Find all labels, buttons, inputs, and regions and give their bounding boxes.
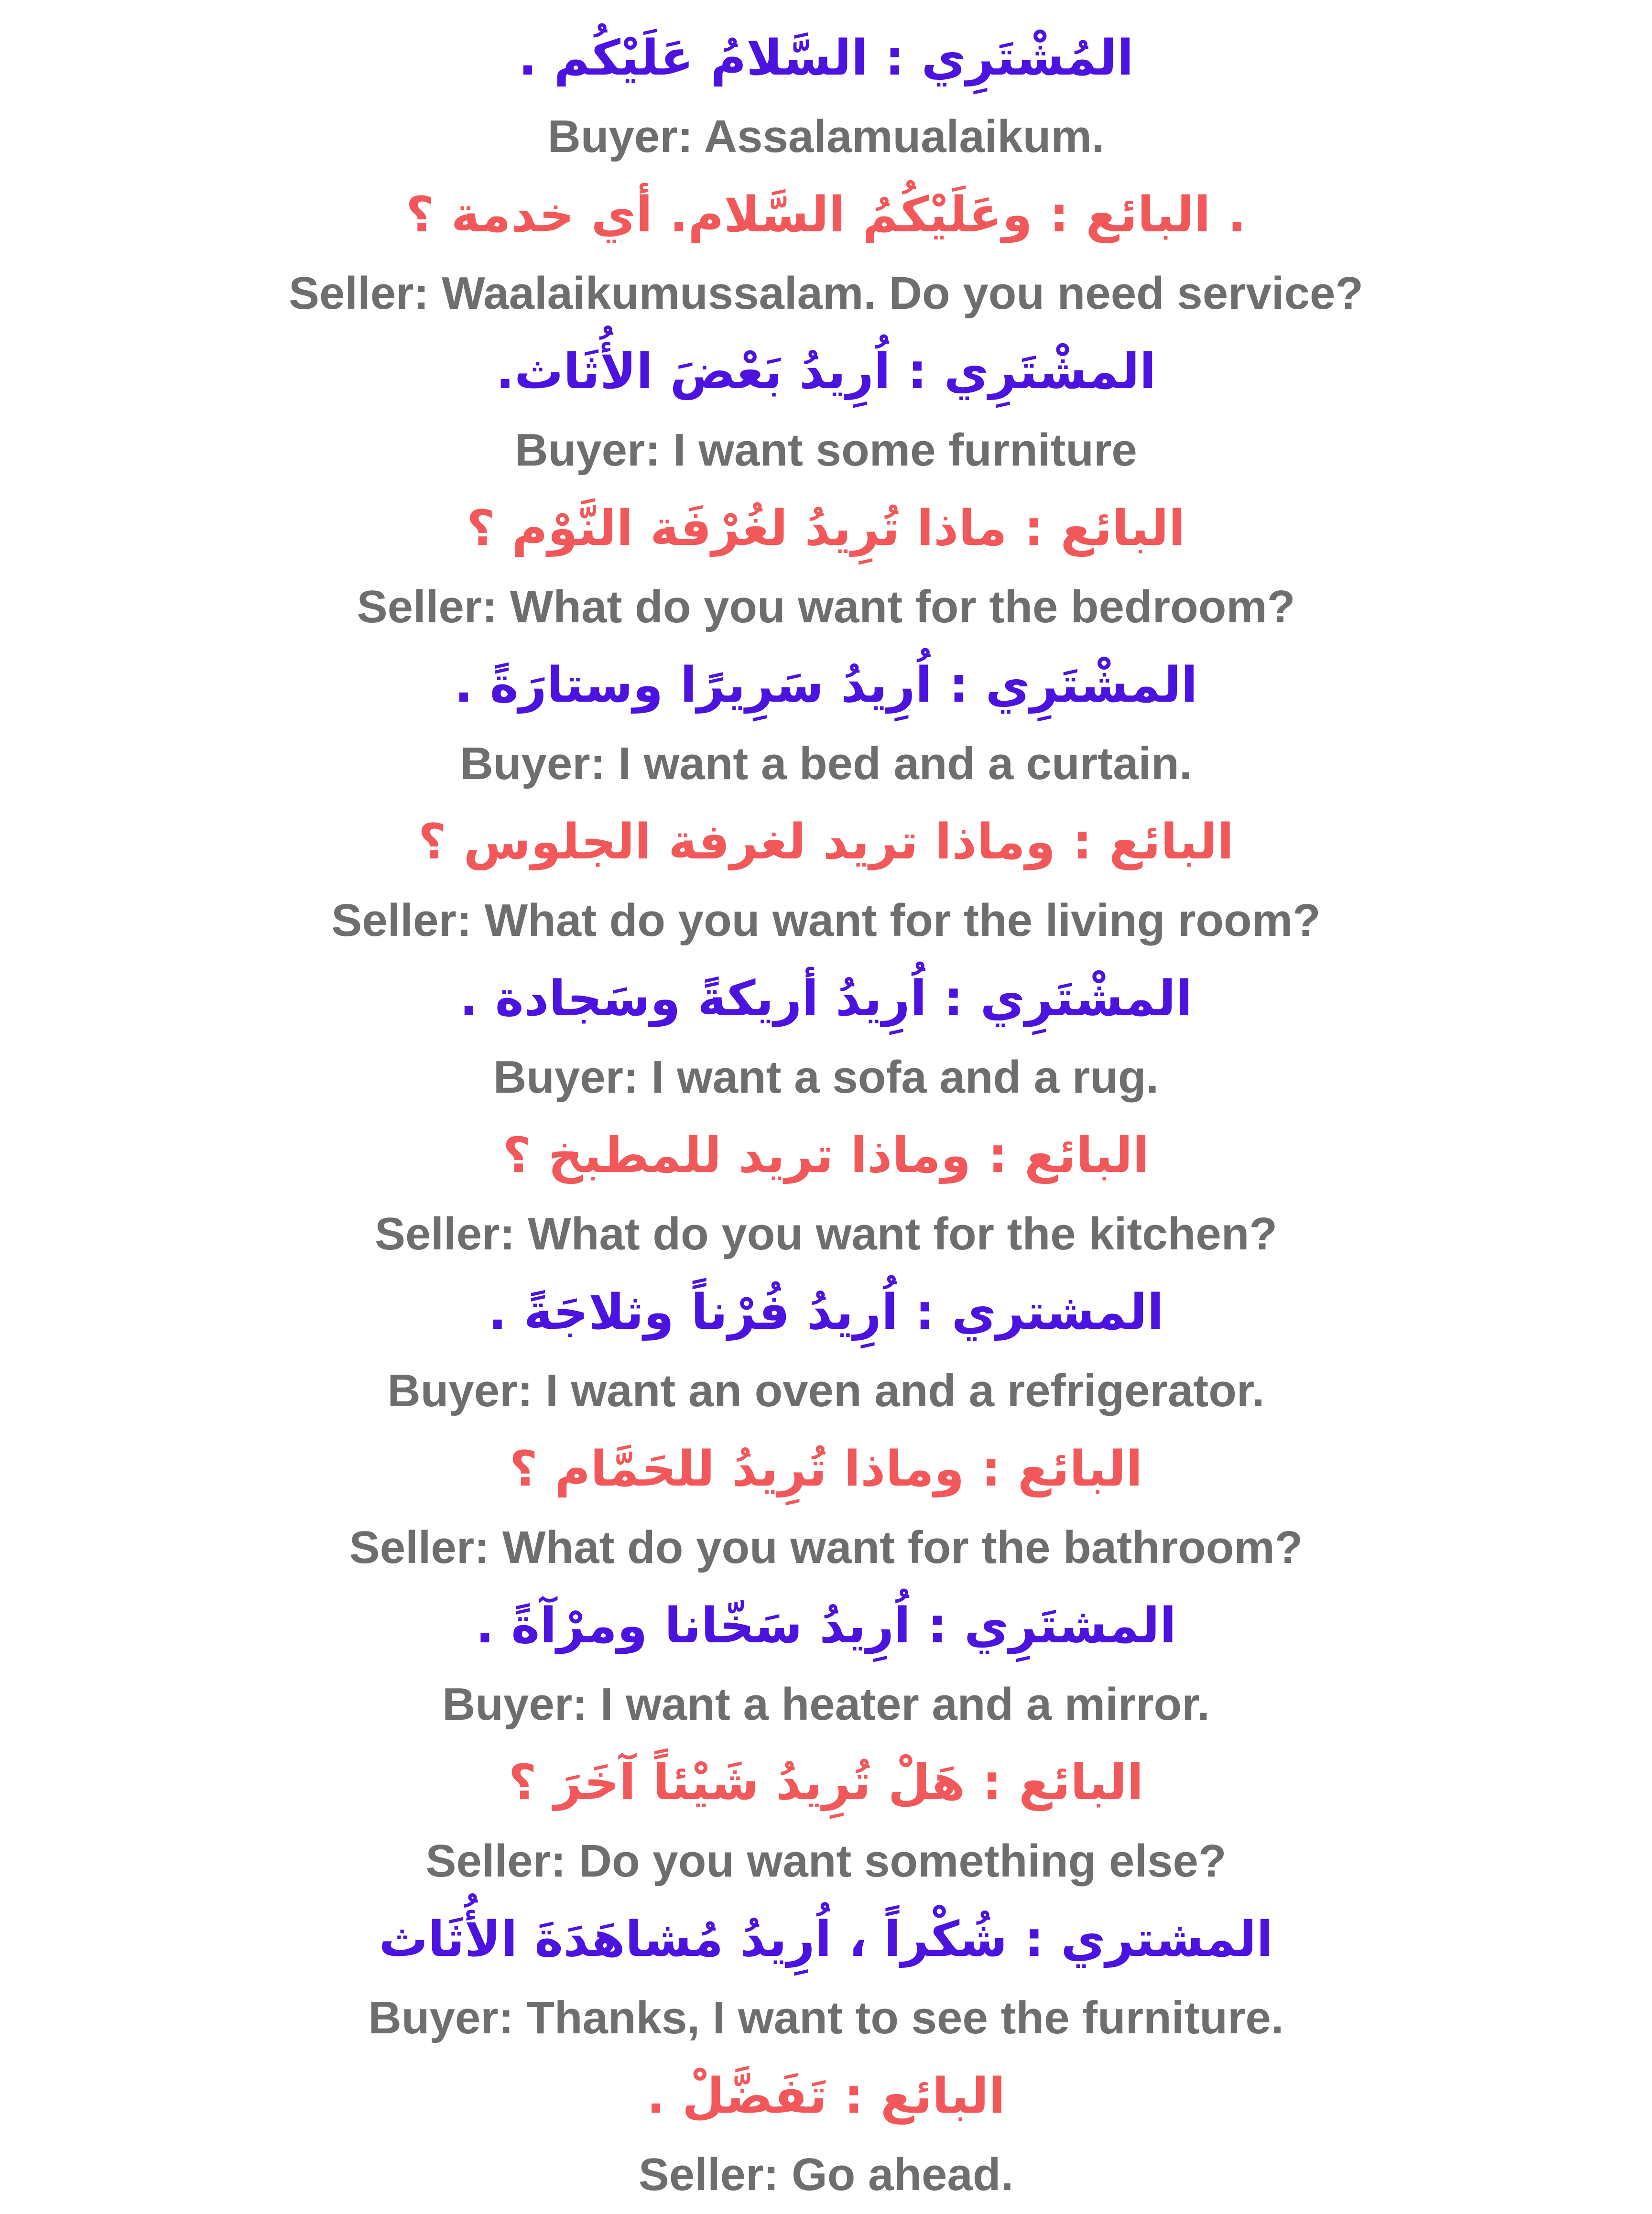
dialogue-line-7: [0, 960, 1652, 1117]
seller-arabic-line: . البائع : وعَلَيْكُمُ السَّلام. أي خدمة ؟: [405, 186, 1246, 243]
seller-english-line: Seller: What do you want for the bedroom?: [357, 581, 1295, 632]
seller-english-line: Seller: Waalaikumussalam. Do you need service?: [288, 268, 1364, 319]
buyer-arabic-line: المشْتَرِي : اُرِيدُ سَرِيرًا وستارَةً .: [454, 657, 1198, 714]
seller-english-line: Seller: Go ahead.: [638, 2149, 1014, 2200]
buyer-english-line: Buyer: I want a bed and a curtain.: [460, 738, 1192, 789]
buyer-arabic-line: المُشْتَرِي : السَّلامُ عَلَيْكُم .: [518, 30, 1134, 87]
buyer-english-line: Buyer: I want some furniture: [515, 424, 1137, 476]
buyer-english-line: Buyer: Assalamualaikum.: [547, 111, 1105, 162]
dialogue-line-11: [0, 1587, 1652, 1744]
dialogue-line-5: [0, 646, 1652, 803]
dialogue-line-9: [0, 1273, 1652, 1430]
buyer-english-line: Buyer: I want an oven and a refrigerator.: [387, 1365, 1265, 1416]
dialogue-line-8: [0, 1117, 1652, 1273]
seller-arabic-line: البائع : وماذا تُرِيدُ للحَمَّام ؟: [509, 1441, 1143, 1498]
dialogue-line-6: [0, 803, 1652, 960]
dialogue-line-2: [0, 176, 1652, 333]
dialogue-line-3: [0, 333, 1652, 489]
buyer-arabic-line: المشتري : اُرِيدُ فُرْناً وثلاجَةً .: [488, 1284, 1164, 1341]
buyer-arabic-line: المشْتَرِي : اُرِيدُ بَعْضَ الأُثَاث.: [496, 343, 1156, 400]
seller-arabic-line: البائع : هَلْ تُرِيدُ شَيْئاً آخَرَ ؟: [508, 1754, 1144, 1811]
seller-arabic-line: البائع : وماذا تريد للمطبخ ؟: [502, 1127, 1150, 1184]
dialogue-line-13: [0, 1900, 1652, 2057]
dialogue-line-14: [0, 2057, 1652, 2214]
buyer-english-line: Buyer: I want a sofa and a rug.: [493, 1052, 1159, 1103]
buyer-arabic-line: المشتَرِي : اُرِيدُ سَخّانا ومرْآةً .: [476, 1597, 1176, 1654]
dialogue-line-4: [0, 489, 1652, 646]
seller-arabic-line: البائع : وماذا تريد لغرفة الجلوس ؟: [418, 814, 1234, 870]
buyer-english-line: Buyer: Thanks, I want to see the furniture.: [368, 1992, 1284, 2043]
seller-english-line: Seller: What do you want for the living room?: [331, 895, 1321, 946]
buyer-arabic-line: المشتري : شُكْراً ، اُرِيدُ مُشاهَدَةَ الأُثَاث: [379, 1911, 1273, 1968]
seller-english-line: Seller: What do you want for the kitchen?: [374, 1208, 1278, 1259]
buyer-english-line: Buyer: I want a heater and a mirror.: [442, 1679, 1210, 1730]
seller-english-line: Seller: Do you want something else?: [425, 1835, 1227, 1887]
dialogue-line-12: [0, 1744, 1652, 1900]
seller-english-line: Seller: What do you want for the bathroom?: [349, 1522, 1303, 1573]
dialogue-line-1: [0, 19, 1652, 176]
dialogue-line-10: [0, 1430, 1652, 1587]
buyer-arabic-line: المشْتَرِي : اُرِيدُ أريكةً وسَجادة .: [459, 970, 1193, 1027]
seller-arabic-line: البائع : تَفَضَّلْ .: [646, 2068, 1006, 2125]
seller-arabic-line: البائع : ماذا تُرِيدُ لغُرْفَة النَّوْم ؟: [467, 500, 1185, 557]
